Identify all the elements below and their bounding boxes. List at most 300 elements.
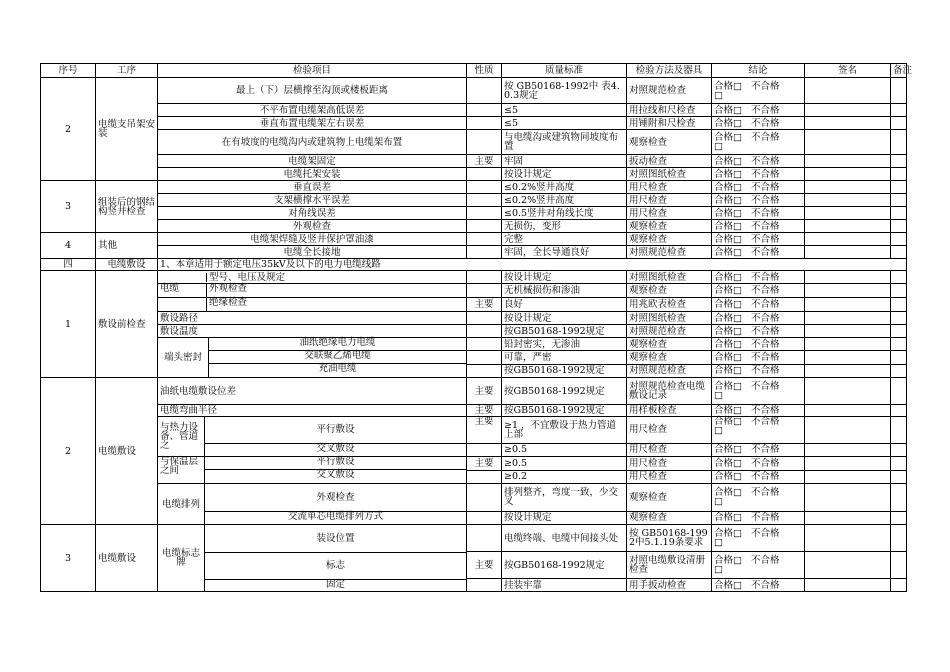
remark-cell[interactable] <box>891 233 907 246</box>
fail-label: 不合格 <box>751 487 780 499</box>
fail-label: 不合格 <box>751 233 780 245</box>
method-cell: 用尺检查 <box>627 470 712 484</box>
sign-cell[interactable] <box>805 298 891 312</box>
item-cell: 油纸绝缘电力电缆 <box>209 338 466 351</box>
nature-cell <box>467 470 502 484</box>
conclusion-cell[interactable] <box>712 457 805 471</box>
table-row <box>41 194 907 207</box>
standard-cell: 可靠，严密 <box>502 351 627 364</box>
pass-checkbox[interactable]: 合格□ <box>714 471 742 483</box>
pass-checkbox[interactable]: 合格□ <box>714 168 742 180</box>
nature-cell <box>467 325 502 338</box>
method-cell: 观察检查 <box>627 233 712 246</box>
remark-cell[interactable] <box>891 117 907 130</box>
standard-cell: 按设计规定 <box>502 271 627 284</box>
remark-cell[interactable] <box>891 155 907 168</box>
fail-label: 不合格 <box>751 405 780 416</box>
nature-cell <box>467 130 502 155</box>
pass-checkbox[interactable]: 合格□ <box>714 312 742 324</box>
remark-cell[interactable] <box>891 168 907 181</box>
sign-cell[interactable] <box>805 525 891 552</box>
table-row <box>41 207 907 220</box>
process-cell: 电缆敷设 <box>96 259 158 271</box>
pass-checkbox[interactable]: 合格□ <box>714 365 742 377</box>
fail-label: 不合格 <box>751 155 780 167</box>
fail-label: 不合格 <box>751 117 780 129</box>
split-cell <box>158 298 467 312</box>
method-cell: 观察检查 <box>627 220 712 233</box>
item-cell: 电缆架焊缝及竖井保护罩油漆 <box>158 233 467 246</box>
header-method: 检验方法及器具 <box>627 64 712 78</box>
fail-label: 不合格 <box>751 457 780 469</box>
remark-cell[interactable] <box>891 220 907 233</box>
sub-label-heat: 与热力设备、管道之 <box>160 422 199 451</box>
pass-checkbox[interactable]: 合格□ <box>714 117 742 129</box>
conclusion-cell[interactable] <box>712 378 805 405</box>
fail-label: 不合格 <box>751 365 780 377</box>
fail-checkbox[interactable]: □ <box>714 89 723 101</box>
pass-checkbox[interactable]: 合格□ <box>714 325 742 337</box>
item-cell: 交联聚乙烯电缆 <box>209 351 466 364</box>
table-row <box>41 233 907 246</box>
conclusion-cell[interactable] <box>712 312 805 325</box>
method-cell: 用锤附和尺检查 <box>627 117 712 130</box>
split-cell <box>158 271 467 284</box>
nature-cell <box>467 312 502 325</box>
standard-cell: 挂装牢靠 <box>502 579 627 592</box>
pass-checkbox[interactable]: 合格□ <box>714 233 742 245</box>
standard-cell: 按GB50168-1992规定 <box>502 364 627 377</box>
remark-cell[interactable] <box>891 325 907 338</box>
fail-label: 不合格 <box>751 194 780 206</box>
remark-cell[interactable] <box>891 378 907 405</box>
split-cell <box>158 457 467 484</box>
sign-cell[interactable] <box>805 552 891 579</box>
process-cell: 电缆敷设 <box>96 378 158 525</box>
standard-cell: 牢固 <box>502 155 627 168</box>
item-cell: 电缆全长接地 <box>158 246 467 259</box>
inspection-table <box>40 63 913 592</box>
item-cell: 交叉敷设 <box>316 443 355 454</box>
table-row <box>41 298 907 312</box>
method-cell: 观察检查 <box>627 351 712 364</box>
pass-checkbox[interactable]: 合格□ <box>714 271 742 283</box>
header-row <box>41 64 907 78</box>
item-cell: 装设位置 <box>205 525 466 553</box>
conclusion-cell[interactable] <box>712 405 805 417</box>
pass-checkbox[interactable]: 合格□ <box>714 512 742 524</box>
standard-cell: 无损伤，变形 <box>502 220 627 233</box>
sign-cell[interactable] <box>805 417 891 444</box>
remark-cell[interactable] <box>891 443 907 456</box>
standard-cell: 排列整齐，弯度一致，少交叉 <box>502 484 627 512</box>
conclusion-cell[interactable] <box>712 117 805 130</box>
item-cell: 交流单芯电缆排列方式 <box>287 511 383 522</box>
fail-checkbox[interactable]: □ <box>714 425 723 436</box>
conclusion-cell[interactable] <box>712 246 805 259</box>
method-cell: 对照规范检查 <box>627 246 712 259</box>
fail-label: 不合格 <box>751 444 780 456</box>
split-cell <box>158 417 467 457</box>
conclusion-cell[interactable] <box>712 525 805 552</box>
pass-checkbox[interactable]: 合格□ <box>714 246 742 258</box>
pass-checkbox[interactable]: 合格□ <box>714 194 742 206</box>
method-cell: 对照规范检查 <box>627 364 712 377</box>
remark-cell[interactable] <box>891 484 907 512</box>
pass-checkbox[interactable]: 合格□ <box>714 457 742 469</box>
sign-cell[interactable] <box>805 271 891 284</box>
remark-cell[interactable] <box>891 470 907 484</box>
method-cell: 观察检查 <box>627 484 712 512</box>
standard-cell: ≤0.2%竖井高度 <box>502 181 627 194</box>
fail-label: 不合格 <box>751 181 780 193</box>
method-cell: 用手扳动检查 <box>627 579 712 592</box>
nature-cell <box>467 579 502 592</box>
conclusion-cell[interactable] <box>712 233 805 246</box>
item-cell: 油纸电缆敷设位差 <box>158 378 467 405</box>
pass-checkbox[interactable]: 合格□ <box>714 299 742 310</box>
pass-checkbox[interactable]: 合格□ <box>714 220 742 232</box>
pass-checkbox[interactable]: 合格□ <box>714 80 742 92</box>
standard-cell: 按GB50168-1992规定 <box>502 552 627 579</box>
split-cell <box>158 525 467 592</box>
nature-cell: 主要 <box>467 298 502 312</box>
nature-cell <box>467 511 502 524</box>
fail-label: 不合格 <box>751 512 780 524</box>
table-row <box>41 155 907 168</box>
remark-cell[interactable] <box>891 246 907 259</box>
table-row <box>41 78 907 104</box>
remark-cell[interactable] <box>891 298 907 312</box>
remark-cell[interactable] <box>891 351 907 364</box>
remark-cell[interactable] <box>891 511 907 524</box>
nature-cell <box>467 484 502 512</box>
process-cell: 电缆支吊架安装 <box>96 78 158 181</box>
standard-cell: 按GB50168-1992规定 <box>502 378 627 405</box>
conclusion-cell[interactable] <box>712 207 805 220</box>
sign-cell[interactable] <box>805 457 891 471</box>
nature-cell <box>467 271 502 284</box>
header-sign: 签名 <box>805 64 891 78</box>
method-cell: 对照图纸检查 <box>627 271 712 284</box>
conclusion-cell[interactable] <box>712 194 805 207</box>
fail-checkbox[interactable]: □ <box>714 537 723 548</box>
pass-checkbox[interactable]: 合格□ <box>714 207 742 219</box>
nature-cell <box>467 351 502 364</box>
sign-cell[interactable] <box>805 117 891 130</box>
item-cell: 敷设温度 <box>158 325 467 338</box>
fail-checkbox[interactable]: □ <box>714 496 723 508</box>
table-row <box>41 405 907 417</box>
item-cell: 固定 <box>325 579 345 590</box>
sub-label-cable: 电缆 <box>160 283 180 294</box>
item-cell: 支架横撑水平误差 <box>158 194 467 207</box>
pass-checkbox[interactable]: 合格□ <box>714 528 742 539</box>
remark-cell[interactable] <box>891 552 907 579</box>
header-item: 检验项目 <box>158 64 467 78</box>
pass-checkbox[interactable]: 合格□ <box>714 338 742 350</box>
conclusion-cell[interactable] <box>712 298 805 312</box>
conclusion-cell[interactable] <box>712 470 805 484</box>
conclusion-cell[interactable] <box>712 579 805 592</box>
pass-checkbox[interactable]: 合格□ <box>714 416 742 427</box>
remark-cell[interactable] <box>891 194 907 207</box>
item-cell: 电缆托架安装 <box>158 168 467 181</box>
fail-label: 不合格 <box>751 220 780 232</box>
method-cell: 用尺检查 <box>627 457 712 471</box>
fail-label: 不合格 <box>751 312 780 324</box>
standard-cell: 完整 <box>502 233 627 246</box>
remark-cell[interactable] <box>891 525 907 552</box>
standard-cell: ≥0.5 <box>502 457 627 471</box>
conclusion-cell[interactable] <box>712 78 805 104</box>
seq-cell: 1 <box>41 271 96 378</box>
remark-cell[interactable] <box>891 312 907 325</box>
standard-cell: 铅封密实，无渗油 <box>502 338 627 351</box>
remark-cell[interactable] <box>891 417 907 444</box>
nature-cell <box>467 443 502 456</box>
table-row <box>41 246 907 259</box>
remark-cell[interactable] <box>891 181 907 194</box>
table-row <box>41 525 907 552</box>
seq-cell: 3 <box>41 181 96 233</box>
item-cell: 不平布置电缆架高低误差 <box>158 104 467 117</box>
conclusion-cell[interactable] <box>712 338 805 351</box>
item-cell: 垂直误差 <box>158 181 467 194</box>
sign-cell[interactable] <box>805 207 891 220</box>
item-cell: 充油电缆 <box>318 363 357 374</box>
fail-label: 不合格 <box>751 168 780 180</box>
conclusion-cell[interactable] <box>712 484 805 512</box>
nature-cell <box>467 364 502 377</box>
pass-checkbox[interactable]: 合格□ <box>714 351 742 363</box>
nature-cell <box>467 117 502 130</box>
fail-checkbox[interactable]: □ <box>714 390 723 401</box>
nature-cell: 主要 <box>467 417 502 444</box>
sub-label-tag: 电缆标志牌 <box>161 548 200 568</box>
method-cell: 对照图纸检查 <box>627 312 712 325</box>
sign-cell[interactable] <box>805 155 891 168</box>
seq-cell: 3 <box>41 525 96 592</box>
conclusion-cell[interactable] <box>712 364 805 377</box>
item-cell: 型号、电压及规定 <box>206 273 285 282</box>
sign-cell[interactable] <box>805 579 891 592</box>
standard-cell: 无机械损伤和渗油 <box>502 284 627 298</box>
conclusion-cell[interactable] <box>712 220 805 233</box>
conclusion-cell[interactable] <box>712 104 805 117</box>
sign-cell[interactable] <box>805 364 891 377</box>
remark-cell[interactable] <box>891 78 907 104</box>
table-row <box>41 312 907 325</box>
nature-cell <box>467 284 502 298</box>
pass-checkbox[interactable]: 合格□ <box>714 181 742 193</box>
sign-cell[interactable] <box>805 351 891 364</box>
pass-checkbox[interactable]: 合格□ <box>714 132 742 143</box>
nature-cell <box>467 104 502 117</box>
remark-cell[interactable] <box>891 579 907 592</box>
item-cell: 标志 <box>205 553 466 580</box>
method-cell: 对照规范检查电缆敷设记录 <box>627 378 712 405</box>
sign-cell[interactable] <box>805 246 891 259</box>
remark-cell[interactable] <box>891 104 907 117</box>
nature-cell <box>467 220 502 233</box>
fail-label: 不合格 <box>751 528 780 539</box>
pass-checkbox[interactable]: 合格□ <box>714 579 742 591</box>
item-cell: 外观检查 <box>205 484 466 512</box>
sign-cell[interactable] <box>805 443 891 456</box>
sign-cell[interactable] <box>805 338 891 351</box>
sign-cell[interactable] <box>805 405 891 417</box>
table-row <box>41 271 907 284</box>
conclusion-cell[interactable] <box>712 130 805 155</box>
pass-checkbox[interactable]: 合格□ <box>714 487 742 499</box>
method-cell: 用样板检查 <box>627 405 712 417</box>
process-cell: 其他 <box>96 233 158 259</box>
item-cell: 对角线误差 <box>158 207 467 220</box>
remark-cell[interactable] <box>891 457 907 471</box>
sign-cell[interactable] <box>805 325 891 338</box>
sign-cell[interactable] <box>805 233 891 246</box>
sign-cell[interactable] <box>805 194 891 207</box>
sign-cell[interactable] <box>805 104 891 117</box>
fail-label: 不合格 <box>751 416 780 427</box>
sign-cell[interactable] <box>805 511 891 524</box>
standard-cell: ≤5 <box>502 117 627 130</box>
method-cell: 用尺检查 <box>627 207 712 220</box>
item-cell: 平行敷设 <box>205 457 466 470</box>
fail-label: 不合格 <box>751 246 780 258</box>
item-cell: 绝缘检查 <box>206 298 247 311</box>
process-cell: 组装后的钢结构竖井检查 <box>96 181 158 233</box>
fail-label: 不合格 <box>751 207 780 219</box>
nature-cell <box>467 168 502 181</box>
item-cell: 在有坡度的电缆沟内或建筑物上电缆架布置 <box>158 130 467 155</box>
process-cell: 电缆敷设 <box>96 525 158 592</box>
nature-cell: 主要 <box>467 552 502 579</box>
fail-label: 不合格 <box>751 271 780 283</box>
fail-label: 不合格 <box>751 381 780 392</box>
conclusion-cell[interactable] <box>712 181 805 194</box>
pass-checkbox[interactable]: 合格□ <box>714 444 742 456</box>
section-row <box>41 259 907 271</box>
method-cell: 观察检查 <box>627 284 712 298</box>
method-cell: 观察检查 <box>627 511 712 524</box>
pass-checkbox[interactable]: 合格□ <box>714 285 742 296</box>
sign-cell[interactable] <box>805 378 891 405</box>
item-cell: 外观检查 <box>158 220 467 233</box>
item-cell: 电缆架固定 <box>158 155 467 168</box>
method-cell: 用尺检查 <box>627 181 712 194</box>
sign-cell[interactable] <box>805 78 891 104</box>
standard-cell: ≤5 <box>502 104 627 117</box>
remark-cell[interactable] <box>891 364 907 377</box>
standard-cell: 电缆终端、电缆中间接头处 <box>502 525 627 552</box>
standard-cell: 牢固，全长导通良好 <box>502 246 627 259</box>
sign-cell[interactable] <box>805 130 891 155</box>
conclusion-cell[interactable] <box>712 155 805 168</box>
pass-checkbox[interactable]: 合格□ <box>714 555 742 566</box>
conclusion-cell[interactable] <box>712 443 805 456</box>
fail-label: 不合格 <box>751 325 780 337</box>
pass-checkbox[interactable]: 合格□ <box>714 155 742 167</box>
pass-checkbox[interactable]: 合格□ <box>714 381 742 392</box>
standard-cell: 与电缆沟或建筑物同坡度布置 <box>502 130 627 155</box>
standard-cell: 按GB50168-1992规定 <box>502 405 627 417</box>
item-cell: 交叉敷设 <box>316 469 355 480</box>
standard-cell: 按GB50168-1992规定 <box>502 325 627 338</box>
fail-label: 不合格 <box>751 338 780 350</box>
sign-cell[interactable] <box>805 470 891 484</box>
header-process: 工序 <box>96 64 158 78</box>
method-cell: 按 GB50168-1992中5.1.19条要求 <box>627 525 712 552</box>
method-cell: 对照规范检查 <box>627 325 712 338</box>
split-cell <box>158 484 467 525</box>
table-row <box>41 378 907 405</box>
pass-checkbox[interactable]: 合格□ <box>714 104 742 116</box>
fail-label: 不合格 <box>751 579 780 591</box>
fail-label: 不合格 <box>751 299 780 310</box>
conclusion-cell[interactable] <box>712 351 805 364</box>
nature-cell: 主要 <box>467 378 502 405</box>
conclusion-cell[interactable] <box>712 552 805 579</box>
conclusion-cell[interactable] <box>712 417 805 444</box>
standard-cell: 良好 <box>502 298 627 312</box>
conclusion-cell[interactable] <box>712 168 805 181</box>
header-nature: 性质 <box>467 64 502 78</box>
sub-label-insul: 与保温层之间 <box>160 456 199 476</box>
standard-cell: ≥1 ，不宜敷设于热力管道上部 <box>502 417 627 444</box>
conclusion-cell[interactable] <box>712 511 805 524</box>
fail-checkbox[interactable]: □ <box>714 564 723 575</box>
process-cell: 敷设前检查 <box>96 271 158 378</box>
standard-cell: ≤0.5竖井对角线长度 <box>502 207 627 220</box>
nature-cell <box>467 181 502 194</box>
sign-cell[interactable] <box>805 284 891 298</box>
conclusion-cell[interactable] <box>712 271 805 284</box>
remark-cell[interactable] <box>891 338 907 351</box>
method-cell: 用尺检查 <box>627 194 712 207</box>
header-seq: 序号 <box>41 64 96 78</box>
method-cell: 用拉线和尺检查 <box>627 104 712 117</box>
fail-label: 不合格 <box>751 80 780 92</box>
conclusion-cell[interactable] <box>712 325 805 338</box>
remark-cell[interactable] <box>891 130 907 155</box>
sign-cell[interactable] <box>805 220 891 233</box>
conclusion-cell[interactable] <box>712 284 805 298</box>
remark-cell[interactable] <box>891 405 907 417</box>
nature-cell <box>467 525 502 552</box>
sign-cell[interactable] <box>805 484 891 512</box>
table-row <box>41 417 907 444</box>
table-row <box>41 325 907 338</box>
remark-cell[interactable] <box>891 284 907 298</box>
pass-checkbox[interactable]: 合格□ <box>714 405 742 416</box>
method-cell: 观察检查 <box>627 338 712 351</box>
standard-cell: 按 GB50168-1992中 表4.0.3规定 <box>502 78 627 104</box>
remark-cell[interactable] <box>891 207 907 220</box>
remark-cell[interactable] <box>891 271 907 284</box>
method-cell: 用尺检查 <box>627 417 712 444</box>
sign-cell[interactable] <box>805 181 891 194</box>
nature-cell <box>467 78 502 104</box>
header-standard: 质量标准 <box>502 64 627 78</box>
fail-label: 不合格 <box>751 285 780 296</box>
item-cell: 最上（下）层横撑至沟顶或楼板距离 <box>158 78 467 104</box>
fail-checkbox[interactable]: □ <box>714 141 723 152</box>
item-cell: 电缆弯曲半径 <box>158 405 467 417</box>
sign-cell[interactable] <box>805 168 891 181</box>
sign-cell[interactable] <box>805 312 891 325</box>
